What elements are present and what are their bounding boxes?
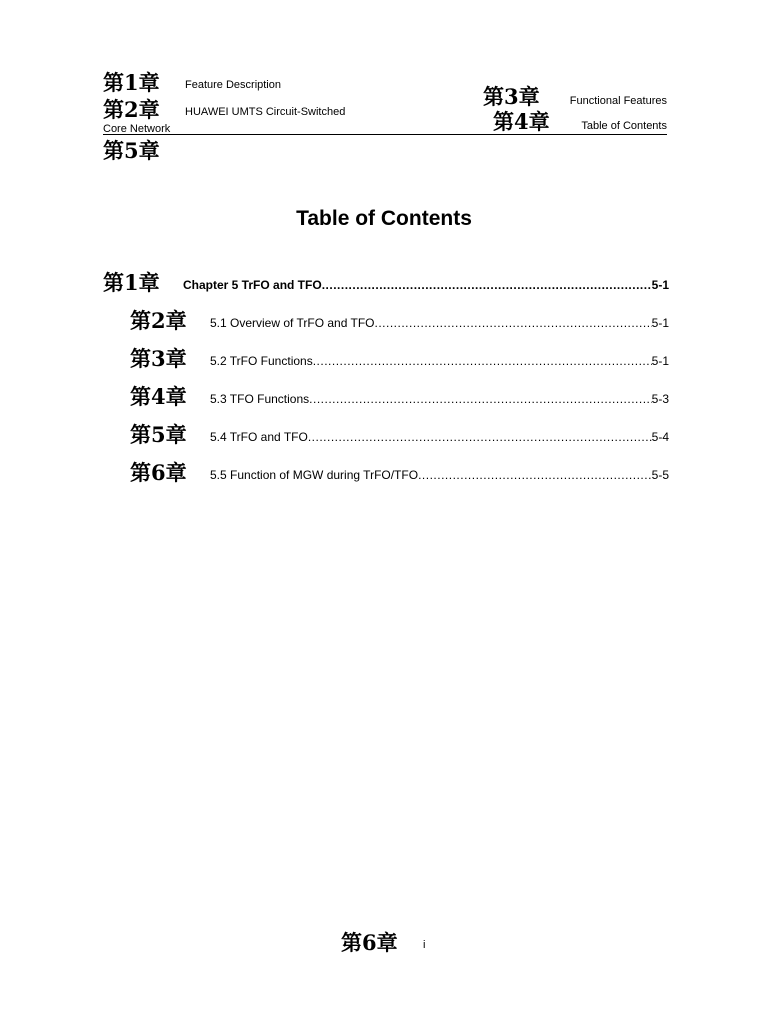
toc-page-number: 5-1 (651, 316, 669, 330)
page-title: Table of Contents (296, 207, 472, 230)
toc-dot-leader (313, 350, 652, 368)
header-chapter-marker: 第5章 (103, 138, 160, 163)
toc-entry-title: 5.5 Function of MGW during TrFO/TFO (210, 468, 419, 482)
toc-page-number: 5-5 (651, 468, 669, 482)
toc-chapter-marker: 第1章 (103, 270, 160, 295)
toc-dot-leader (308, 426, 652, 444)
toc-entry-title: 5.4 TrFO and TFO (210, 430, 308, 444)
toc-chapter-marker: 第6章 (130, 460, 187, 485)
toc-entry-5-3[interactable] (130, 382, 669, 412)
page-header (103, 70, 667, 166)
header-page-name: Table of Contents (581, 120, 667, 132)
toc-chapter-marker: 第4章 (130, 384, 187, 409)
footer-chapter-marker: 第6章 (341, 930, 398, 955)
toc-chapter-marker: 第2章 (130, 308, 187, 333)
header-right-line-1 (483, 84, 667, 110)
toc-dot-leader (309, 388, 652, 406)
toc-entry-title: 5.2 TrFO Functions (210, 354, 313, 368)
toc-dot-leader (375, 312, 652, 330)
header-doc-title: Feature Description (185, 79, 281, 91)
header-chapter-marker: 第1章 (103, 70, 160, 95)
toc-page-number: 5-3 (651, 392, 669, 406)
toc-dot-leader (322, 274, 652, 292)
header-chapter-marker: 第3章 (483, 84, 540, 109)
toc-entry-5-4[interactable] (130, 420, 669, 450)
footer-page-number: i (423, 939, 426, 951)
toc-entry-title: 5.1 Overview of TrFO and TFO (210, 316, 375, 330)
header-chapter-marker: 第2章 (103, 97, 160, 122)
toc-entry-5-1[interactable] (130, 306, 669, 336)
toc-entry-5-5[interactable] (130, 458, 669, 488)
toc-entry-5-2[interactable] (130, 344, 669, 374)
toc-page-number: 5-4 (651, 430, 669, 444)
toc-entry-title: Chapter 5 TrFO and TFO (183, 278, 322, 292)
header-rule (103, 134, 667, 135)
header-right-line-2 (493, 109, 667, 135)
toc-chapter-marker: 第3章 (130, 346, 187, 371)
toc-page-number: 5-1 (651, 354, 669, 368)
toc-entry-title: 5.3 TFO Functions (210, 392, 310, 406)
toc-page-number: 5-1 (651, 278, 669, 292)
toc-dot-leader (418, 464, 652, 482)
toc-chapter-marker: 第5章 (130, 422, 187, 447)
page-footer (341, 929, 441, 957)
header-product-subtitle: Core Network (103, 123, 171, 135)
header-left-line-1 (103, 70, 403, 96)
header-product-name: HUAWEI UMTS Circuit-Switched (185, 106, 346, 118)
header-section-name: Functional Features (569, 95, 667, 107)
header-left-line-2 (103, 97, 403, 123)
toc-entry-chapter-5[interactable] (103, 268, 669, 298)
header-chapter-marker: 第4章 (493, 109, 550, 134)
